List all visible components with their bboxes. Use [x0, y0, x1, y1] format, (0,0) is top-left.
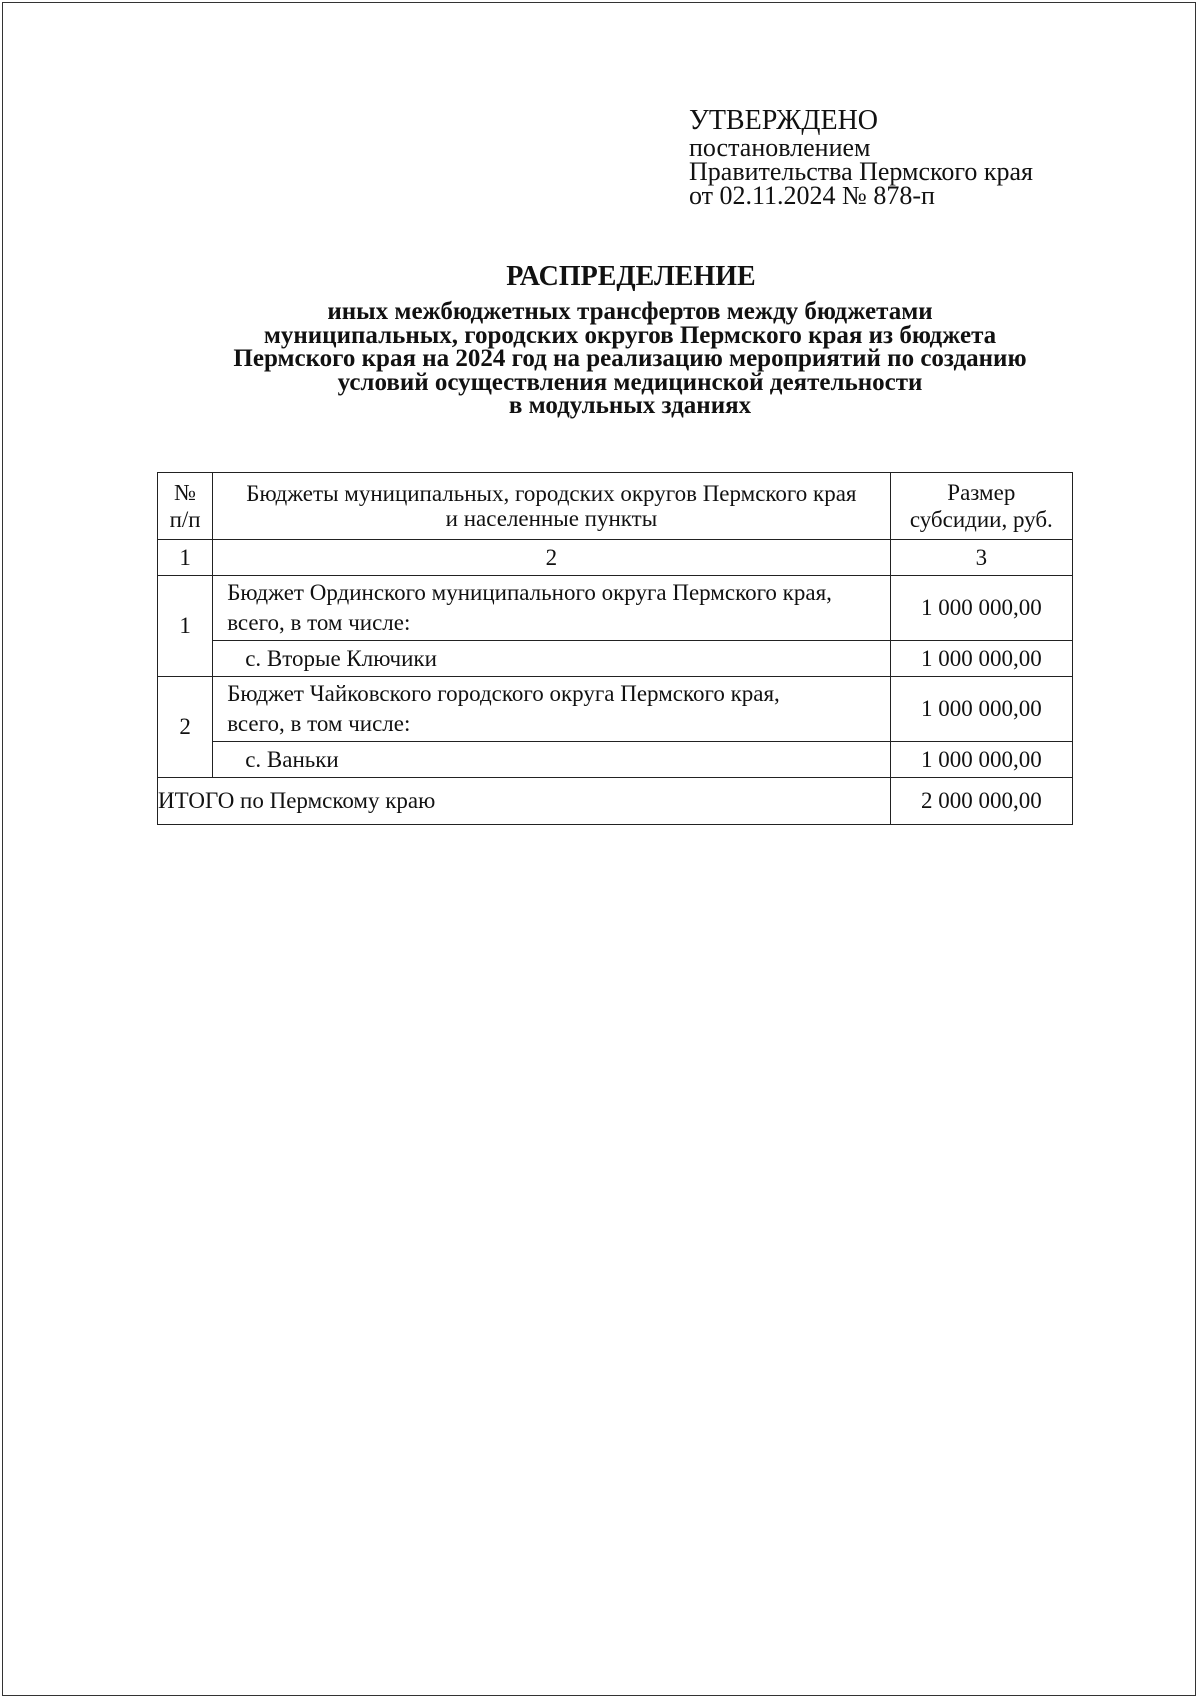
- total-amount: 2 000 000,00: [890, 778, 1072, 825]
- settlement-amount: 1 000 000,00: [890, 742, 1072, 778]
- settlement-amount: 1 000 000,00: [890, 641, 1072, 677]
- index-cell-3: 3: [890, 540, 1072, 576]
- document-title: РАСПРЕДЕЛЕНИЕ: [506, 261, 756, 292]
- header-num-cell: [158, 473, 213, 540]
- approval-line-1: постановлением: [689, 133, 871, 162]
- row-number: 2: [158, 677, 213, 778]
- table-index-row: [158, 540, 1073, 576]
- budget-amount: 1 000 000,00: [890, 576, 1072, 641]
- subtitle-line-4: условий осуществления медицинской деятельности: [337, 368, 923, 396]
- approval-heading: УТВЕРЖДЕНО: [689, 105, 879, 136]
- table-row: [158, 576, 1073, 641]
- approval-line-2: Правительства Пермского края: [689, 157, 1033, 186]
- header-amount-line-2: субсидии, руб.: [909, 507, 1053, 532]
- table-row: [158, 641, 1073, 677]
- budget-name: [213, 576, 890, 641]
- subtitle-line-5: в модульных зданиях: [508, 392, 752, 419]
- page-border: [2, 2, 1196, 1696]
- table-row: [158, 677, 1073, 742]
- header-budget-line-2: и населенные пункты: [445, 506, 658, 531]
- row-number: 1: [158, 576, 213, 677]
- index-cell-1: 1: [158, 540, 213, 576]
- budget-amount: 1 000 000,00: [890, 677, 1072, 742]
- header-amount-line-1: Размер: [947, 480, 1016, 505]
- settlement-name: с. Ваньки: [213, 742, 890, 778]
- distribution-table: [157, 472, 1073, 825]
- subtitle-line-3: Пермского края на 2024 год на реализацию мероприятий по созданию: [233, 345, 1027, 372]
- subtitle-line-2: муниципальных, городских округов Пермского края из бюджета: [263, 321, 997, 349]
- table-total-row: [158, 778, 1073, 825]
- budget-name-line-1: Бюджет Ординского муниципального округа Пермского края,: [227, 580, 832, 605]
- total-label: ИТОГО по Пермскому краю: [158, 778, 891, 825]
- table-header-row: [158, 473, 1073, 540]
- budget-name-line-2: всего, в том числе:: [227, 711, 411, 736]
- header-num-line-2: п/п: [169, 507, 201, 532]
- budget-name-line-2: всего, в том числе:: [227, 610, 411, 635]
- index-cell-2: 2: [213, 540, 890, 576]
- table-row: [158, 742, 1073, 778]
- header-budget-line-1: Бюджеты муниципальных, городских округов Пермского края: [246, 481, 857, 506]
- document-subtitle: [130, 300, 1130, 418]
- settlement-name: с. Вторые Ключики: [213, 641, 890, 677]
- header-num-line-1: №: [174, 480, 197, 505]
- approval-line-3: от 02.11.2024 № 878-п: [689, 181, 935, 210]
- budget-name-line-1: Бюджет Чайковского городского округа Пермского края,: [227, 681, 780, 706]
- header-budget-cell: [213, 473, 890, 540]
- header-amount-cell: [890, 473, 1072, 540]
- subtitle-line-1: иных межбюджетных трансфертов между бюджетами: [327, 298, 933, 325]
- budget-name: [213, 677, 890, 742]
- approval-stamp: [689, 106, 1033, 208]
